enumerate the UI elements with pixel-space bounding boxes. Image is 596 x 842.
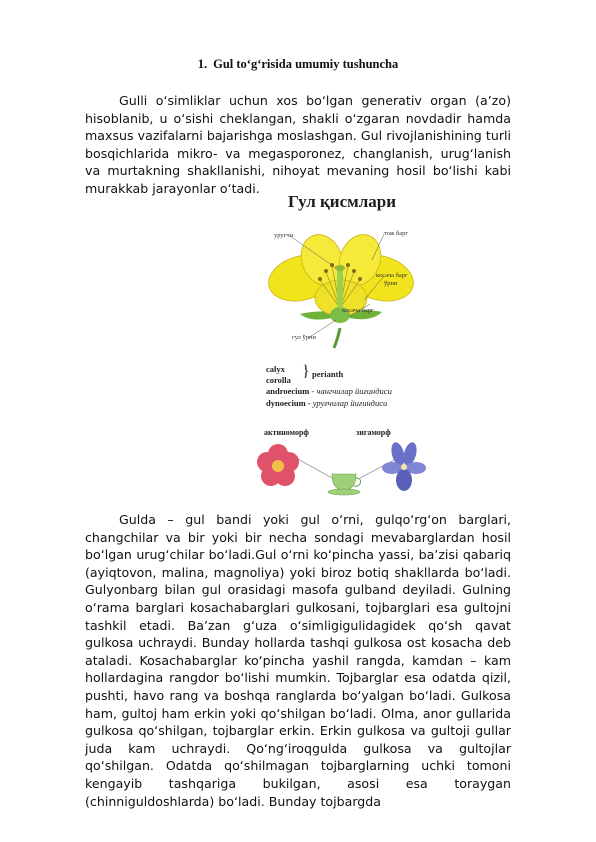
section-title: Gul to‘g‘risida umumiy tushuncha	[213, 57, 399, 71]
label-pistil: уруғчи	[274, 232, 294, 239]
paragraph-intro: Gulli o‘simliklar uchun xos bo‘lgan generativ organ (a’zo) hisoblanib, u o‘sishi cheklangan, shakli o‘zgaran novdadir hamda maxsus vazifalarni bajarishga moslashgan. Gul rivojlanishining turli bosqichlarida mikro- va megasporonez, changlanish, urug‘lanish va murtakning shakllanishi, nihoyat mevaning hosil bo‘lishi kabi murakkab jarayonlar o‘tadi.	[85, 93, 511, 196]
label-sepal-base: косача барг	[376, 272, 408, 279]
paragraph-flower-structure: Gulda – gul bandi yoki gul o‘rni, gulqo‘rg‘on barglari, changchilar va bir yoki bir necha sondagi mevabarglardan hosil bo‘lgan urug‘chilar bo‘ladi.Gul o‘rni ko‘pincha yassi, ba’zisi qabariq (ayiqtovon, malina, magnoliya) yoki biroz botiq shakllarda bo‘ladi. Gulyonbarg bilan gul orasidagi masofa gulband deyiladi. Gulning o‘rama barglari kosachabarglari gulkosani, tojbarglari esa gultojni tashkil etadi. Ba’zan g‘uza o‘simligigulidagidek qo‘sh qavat gulkosa uchraydi. Bunday hollarda tashqi gulkosa ost kosacha deb ataladi. Kosachabarglar ko‘pincha yashil rangda, kamdan – kam hollardagina rangdor bo‘lishi mumkin. Tojbarglar esa odatda qizil, pushti, havo rang va boshqa ranglarda bo‘yalgan bo‘ladi. Gulkosa ham, gultoj ham erkin yoki qo‘shilgan bo‘ladi. Olma, anor gullarida gulkosa qo‘shilgan, tojbarglar erkin. Erkin gulkosa va gultoji gullar juda kam uchraydi. Qo‘ng‘iroqgulda gulkosa va gultojlar qo‘shilgan. Odatda qo‘shilmagan tojbarglarning uchki tomoni kengayib tashqariga bukilgan, asosi esa toraygan (chinniguldoshlarda) bo‘ladi. Bunday tojbargda	[85, 512, 511, 809]
figure-title: Гул қисмлари	[287, 192, 397, 211]
section-heading	[0, 57, 596, 72]
legend-perianth: perianth	[312, 369, 344, 379]
legend-corolla: corolla	[266, 375, 291, 385]
label-petal: тож барг	[384, 230, 409, 237]
legend-dynoecium: dynoecium - уруғчилар йиғиндиси	[266, 398, 388, 408]
legend-calyx: calyx	[266, 364, 285, 374]
flower-diagram	[252, 220, 432, 350]
label-zygomorphic: зигаморф	[356, 428, 391, 437]
section-number: 1.	[197, 57, 208, 71]
label-sepal-base-2: ўрни	[384, 280, 398, 287]
symmetry-diagram	[252, 436, 432, 502]
zygomorphic-flower-icon	[382, 441, 426, 491]
flower-parts-figure	[252, 192, 432, 502]
brace-icon: }	[302, 363, 310, 380]
label-sepal: косача барг	[342, 307, 374, 314]
legend-androecium: androecium - чангчилар йиғиндиси	[266, 386, 392, 396]
actinomorphic-flower-icon	[257, 444, 299, 486]
pistil	[337, 268, 343, 308]
stem	[334, 328, 340, 348]
label-receptacle: гул ўрни	[292, 334, 316, 341]
label-actinomorphic: актиноморф	[264, 428, 309, 437]
cup-icon	[328, 474, 361, 495]
